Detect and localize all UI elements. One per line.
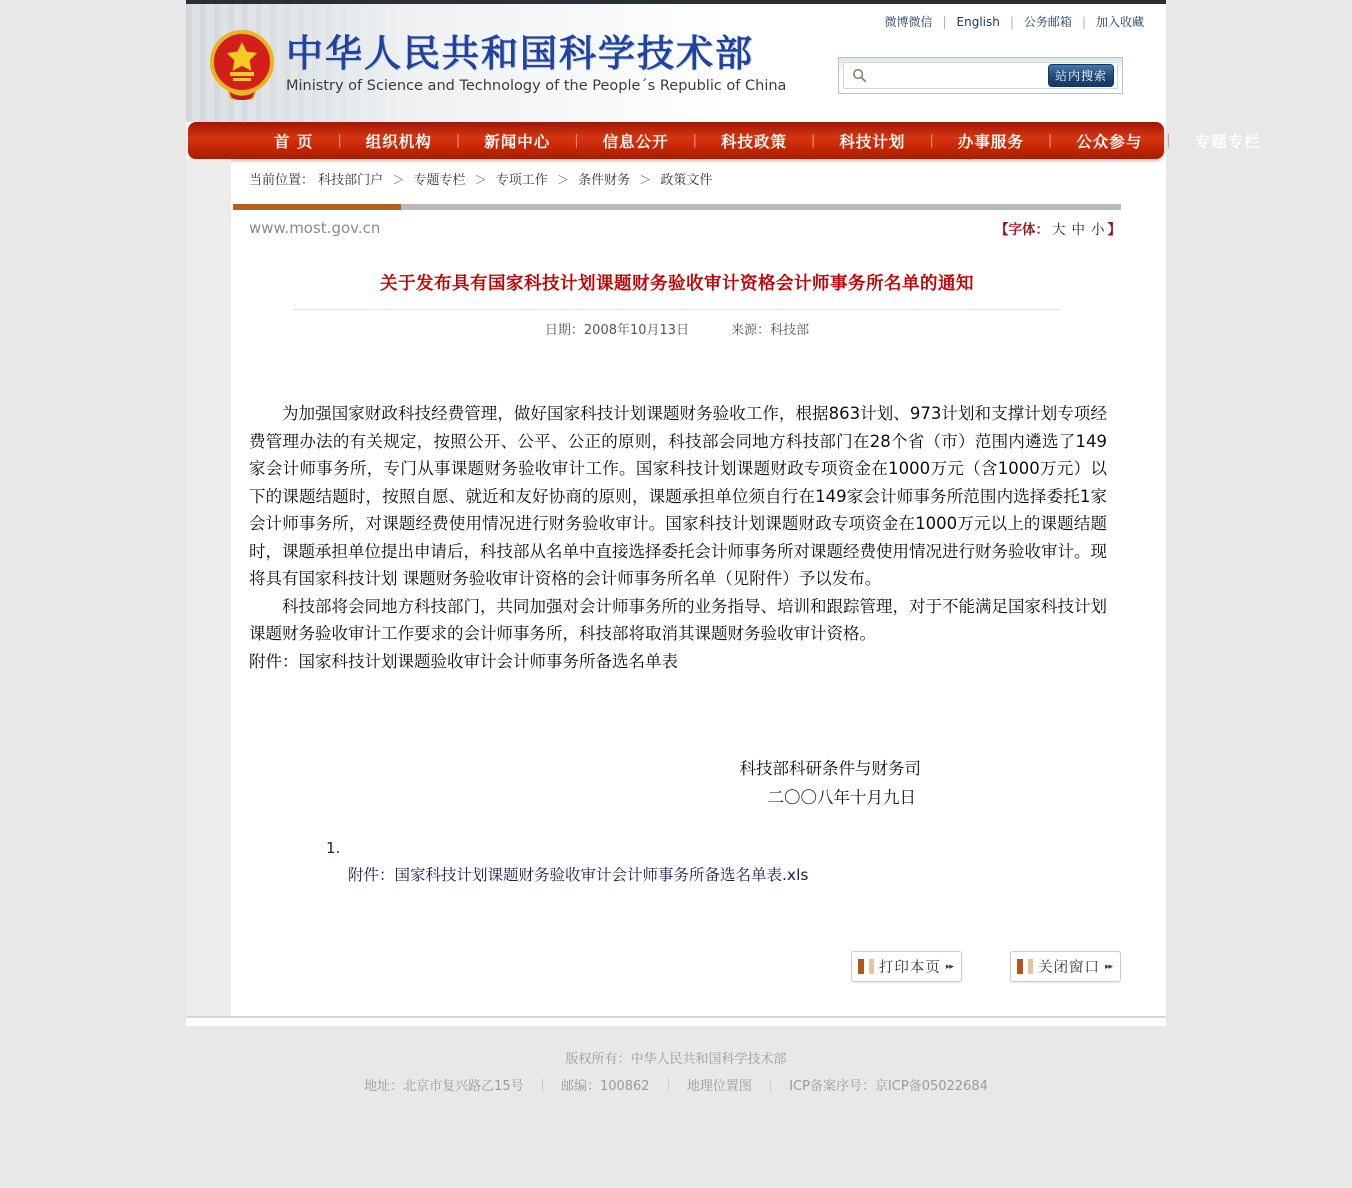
link-gov-mailbox[interactable]: 公务邮箱 [1023,15,1072,29]
footer-icp-number: ICP备案序号：京ICP备05022684 [789,1079,988,1094]
nav-divider: | [455,133,461,148]
divider: | [1081,14,1086,29]
search-input[interactable] [873,68,1048,83]
button-bar-icon [1017,959,1023,974]
article-source: 来源：科技部 [731,323,810,338]
nav-item-organization[interactable]: 组织机构 [365,132,432,151]
attachment-note: 附件：国家科技计划课题验收审计会计师事务所备选名单表 [249,651,678,671]
page-footer [0,1026,1352,1094]
breadcrumb-item-special-work[interactable]: 专项工作 [495,173,548,188]
search-icon [852,68,867,83]
paragraph: 为加强国家财政科技经费管理，做好国家科技计划课题财务验收工作，根据863计划、973计划和支撑计划专项经费管理办法的有关规定，按照公开、公平、公正的原则，科技部会同地方科技部门在28个省（市）范围内遴选了149家会计师事务所，专门从事课题财务验收审计工作。国家科技计划课题财政专项资金在1000万元（含1000万元）以下的课题结题时，按照自愿、就近和友好协商的原则，课题承担单位须自行在149家会计师事务所范围内选择委托1家会计师事务所，对课题经费使用情况进行财务验收审计。国家科技计划课题财政专项资金在1000万元以上的课题结题时，课题承担单位提出申请后，科技部从名单中直接选择委托会计师事务所对课题经费使用情况进行财务验收审计。现将具有国家科技计划 课题财务验收审计资格的会计师事务所名单（见附件）予以发布。 [249,404,1107,588]
breadcrumb-item-conditions-finance[interactable]: 条件财务 [578,173,631,188]
divider-orange-segment [233,204,401,210]
nav-item-sci-policy[interactable]: 科技政策 [721,132,788,151]
breadcrumb-separator: ＞ [474,173,487,187]
breadcrumb-separator: ＞ [392,173,405,187]
double-arrow-icon [1105,962,1112,972]
attachment-list [233,839,1121,885]
site-url-text: www.most.gov.cn [249,219,381,237]
nav-item-special-columns[interactable]: 专题专栏 [1194,132,1261,151]
nav-divider: | [1166,133,1171,148]
nav-item-info-disclosure[interactable]: 信息公开 [602,132,669,151]
close-button-label: 关闭窗口 [1037,960,1100,976]
nav-divider: | [1047,133,1053,148]
print-page-button[interactable] [851,951,962,982]
nav-item-news-center[interactable]: 新闻中心 [484,132,551,151]
bottom-white-strip [186,1018,1166,1026]
main-navbar [188,122,1261,159]
attachment-file-link[interactable]: 附件：国家科技计划课题财务验收审计会计师事务所备选名单表.xls [348,866,809,884]
site-title-chinese: 中华人民共和国科学技术部 [286,32,754,75]
article-meta [233,319,1121,338]
signature-block [233,755,1121,811]
footer-address: 地址：北京市复兴路乙15号 [364,1079,524,1094]
font-size-widget [995,218,1121,238]
signature-date: 二〇〇八年十月九日 [767,787,916,807]
left-gutter [186,196,231,1016]
action-buttons-row [233,951,1121,982]
footer-map-link[interactable]: 地理位置图 [686,1079,752,1094]
breadcrumb-item-policy-documents[interactable]: 政策文件 [660,173,713,188]
article-title: 关于发布具有国家科技计划课题财务验收审计资格会计师事务所名单的通知 [380,274,974,294]
page-wrapper [186,0,1261,1026]
breadcrumb-item-portal[interactable]: 科技部门户 [318,173,384,188]
site-brand [286,34,786,94]
nav-item-public-participation[interactable]: 公众参与 [1076,132,1143,151]
divider: ｜ [764,1079,778,1094]
nav-divider: | [692,133,698,148]
link-add-favorite[interactable]: 加入收藏 [1095,15,1144,29]
footer-info-line [0,1075,1352,1094]
button-bar-icon [1028,959,1033,974]
link-english[interactable]: English [956,14,1000,29]
nav-divider: | [929,133,934,148]
site-search-box [838,57,1123,94]
footer-copyright: 版权所有：中华人民共和国科学技术部 [565,1052,787,1067]
title-divider [293,309,1061,310]
nav-divider: | [337,133,342,148]
breadcrumb-item-special-columns[interactable]: 专题专栏 [413,173,466,188]
breadcrumb-separator: ＞ [639,173,652,187]
signature-department: 科技部科研条件与财务司 [739,759,921,778]
double-arrow-icon [946,962,953,972]
site-search-button[interactable]: 站内搜索 [1048,64,1114,87]
button-bar-icon [869,959,874,974]
font-widget-prefix: 【字体： [995,222,1049,238]
divider: ｜ [535,1079,549,1094]
divider: ｜ [661,1079,675,1094]
site-header [186,4,1166,122]
font-size-large[interactable]: 大 [1052,222,1066,238]
button-bar-icon [858,959,864,974]
nav-divider: | [811,133,816,148]
font-widget-suffix: 】 [1107,222,1121,238]
nav-item-services[interactable]: 办事服务 [957,132,1024,151]
content-area [186,196,1166,1018]
article-column [231,196,1166,1016]
nav-item-sci-programs[interactable]: 科技计划 [839,132,906,151]
section-divider-bar [233,204,1121,210]
url-row [233,218,1121,238]
attachment-index: 1. [326,839,341,857]
breadcrumb-separator: ＞ [556,173,569,187]
breadcrumb-row [186,159,1166,196]
national-emblem-logo [210,30,274,100]
font-size-small[interactable]: 小 [1091,222,1105,238]
search-input-wrap [843,62,1118,89]
top-utility-links [884,13,1144,30]
divider: | [942,14,947,29]
breadcrumb [231,159,1166,196]
breadcrumb-label: 当前位置： [249,173,315,188]
divider: | [1009,14,1014,29]
article-body [233,400,1121,648]
close-window-button[interactable] [1010,951,1121,982]
font-size-medium[interactable]: 中 [1071,222,1085,238]
paragraph: 科技部将会同地方科技部门，共同加强对会计师事务所的业务指导、培训和跟踪管理，对于不能满足国家科技计划课题财务验收审计工作要求的会计师事务所，科技部将取消其课题财务验收审计资格。 [249,596,1107,643]
nav-divider: | [574,133,579,148]
left-gutter [186,159,231,196]
footer-zipcode: 邮编：100862 [560,1079,650,1094]
divider-gray-segment [401,204,1121,210]
print-button-label: 打印本页 [878,960,941,976]
nav-item-home[interactable]: 首 页 [274,132,314,151]
site-title-english: Ministry of Science and Technology of the People´s Republic of China [286,78,787,94]
article-date: 日期：2008年10月13日 [544,323,690,338]
link-weibo-wechat[interactable]: 微博微信 [884,15,933,29]
